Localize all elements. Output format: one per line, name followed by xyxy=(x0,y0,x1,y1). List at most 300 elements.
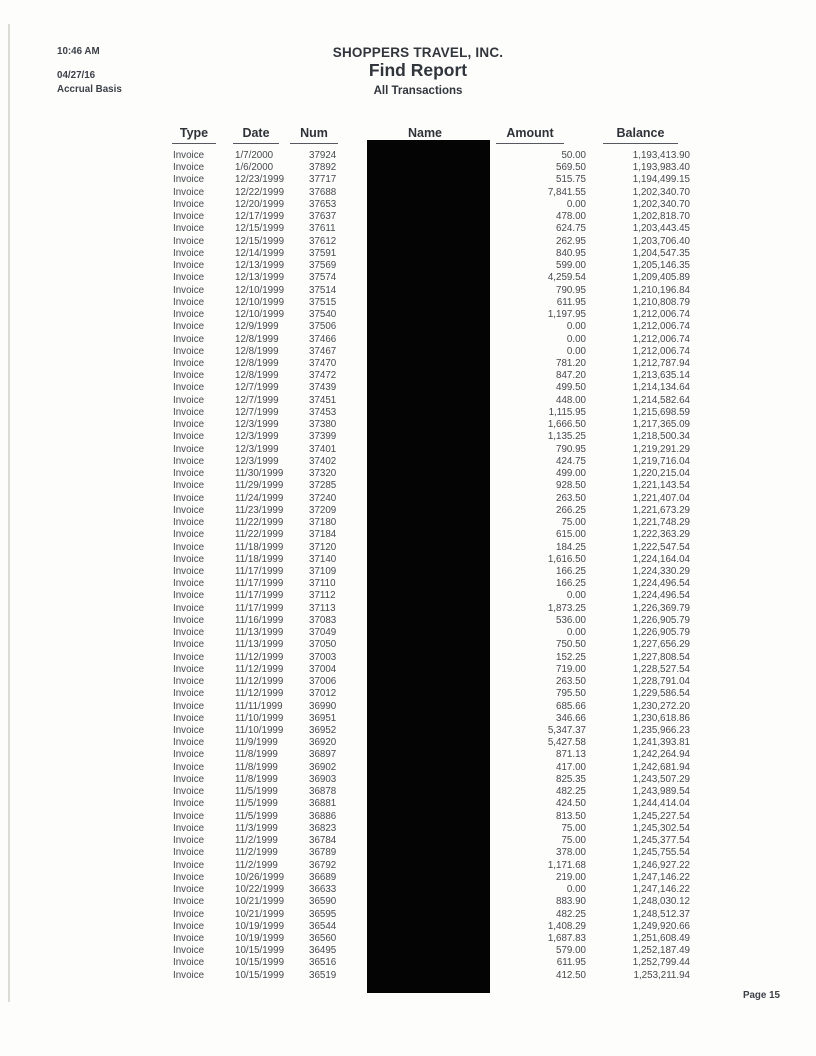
cell-balance: 1,221,407.04 xyxy=(632,492,690,504)
cell-type: Invoice xyxy=(173,847,205,859)
cell-num: 37113 xyxy=(309,602,336,614)
cell-num: 37540 xyxy=(309,309,337,321)
cell-num: 36544 xyxy=(309,920,337,932)
cell-date: 11/30/1999 xyxy=(235,468,284,480)
cell-balance: 1,226,905.79 xyxy=(632,627,690,639)
cell-balance: 1,214,134.64 xyxy=(632,382,690,394)
cell-amount: 1,197.95 xyxy=(547,309,586,321)
cell-date: 11/8/1999 xyxy=(235,749,278,761)
cell-balance: 1,245,302.54 xyxy=(632,822,690,834)
cell-date: 12/3/1999 xyxy=(235,455,279,467)
cell-amount: 1,616.50 xyxy=(547,553,586,565)
cell-num: 36595 xyxy=(309,908,337,920)
cell-type: Invoice xyxy=(173,419,205,431)
cell-num: 36903 xyxy=(309,773,337,785)
cell-date: 12/7/1999 xyxy=(235,382,279,394)
cell-type: Invoice xyxy=(173,247,205,259)
cell-date: 11/17/1999 xyxy=(235,565,284,577)
cell-type: Invoice xyxy=(173,590,205,602)
cell-num: 37120 xyxy=(309,541,337,553)
cell-type: Invoice xyxy=(173,737,205,749)
cell-type: Invoice xyxy=(173,578,205,590)
cell-type: Invoice xyxy=(173,284,205,296)
cell-balance: 1,212,006.74 xyxy=(632,309,690,321)
cell-amount: 5,427.58 xyxy=(547,737,586,749)
cell-date: 12/17/1999 xyxy=(235,211,285,223)
cell-amount: 448.00 xyxy=(556,394,586,406)
cell-type: Invoice xyxy=(173,945,205,957)
cell-amount: 262.95 xyxy=(556,235,586,247)
cell-type: Invoice xyxy=(173,639,205,651)
cell-amount: 928.50 xyxy=(556,480,586,492)
cell-amount: 781.20 xyxy=(556,357,586,369)
cell-type: Invoice xyxy=(173,333,205,345)
cell-amount: 790.95 xyxy=(556,284,586,296)
cell-type: Invoice xyxy=(173,321,205,333)
cell-type: Invoice xyxy=(173,296,205,308)
cell-type: Invoice xyxy=(173,223,205,235)
cell-date: 1/7/2000 xyxy=(235,150,274,161)
cell-date: 11/22/1999 xyxy=(235,529,284,541)
cell-num: 37380 xyxy=(309,419,337,431)
cell-balance: 1,202,340.70 xyxy=(632,186,690,198)
cell-amount: 1,408.29 xyxy=(547,920,586,932)
cell-type: Invoice xyxy=(173,431,205,443)
cell-num: 36952 xyxy=(309,725,337,737)
cell-balance: 1,212,006.74 xyxy=(632,333,690,345)
cell-date: 12/13/1999 xyxy=(235,272,285,284)
cell-date: 11/13/1999 xyxy=(235,627,284,639)
column-header-name: Name xyxy=(407,126,443,140)
cell-num: 37209 xyxy=(309,504,337,516)
cell-num: 37892 xyxy=(309,162,337,174)
cell-type: Invoice xyxy=(173,260,205,272)
cell-date: 1/6/2000 xyxy=(235,162,274,174)
cell-type: Invoice xyxy=(173,798,205,810)
cell-num: 37506 xyxy=(309,321,337,333)
cell-type: Invoice xyxy=(173,492,205,504)
cell-num: 37110 xyxy=(309,578,336,590)
cell-amount: 263.50 xyxy=(556,676,586,688)
cell-type: Invoice xyxy=(173,553,205,565)
cell-amount: 1,873.25 xyxy=(547,602,586,614)
cell-amount: 482.25 xyxy=(556,908,586,920)
cell-num: 37569 xyxy=(309,260,337,272)
cell-date: 11/10/1999 xyxy=(235,712,284,724)
cell-balance: 1,202,818.70 xyxy=(632,211,690,223)
cell-amount: 166.25 xyxy=(556,578,586,590)
cell-num: 37003 xyxy=(309,651,337,663)
cell-date: 11/17/1999 xyxy=(235,578,284,590)
cell-amount: 75.00 xyxy=(561,822,586,834)
cell-type: Invoice xyxy=(173,896,205,908)
cell-num: 37717 xyxy=(309,174,337,186)
cell-date: 12/10/1999 xyxy=(235,309,285,321)
cell-balance: 1,203,443.45 xyxy=(632,223,690,235)
cell-type: Invoice xyxy=(173,480,205,492)
cell-type: Invoice xyxy=(173,700,205,712)
cell-amount: 266.25 xyxy=(556,504,586,516)
column-header-amount: Amount xyxy=(496,126,564,144)
cell-type: Invoice xyxy=(173,272,205,284)
cell-amount: 813.50 xyxy=(556,810,586,822)
cell-amount: 499.00 xyxy=(556,468,586,480)
cell-date: 10/19/1999 xyxy=(235,920,285,932)
cell-type: Invoice xyxy=(173,468,205,480)
cell-date: 10/26/1999 xyxy=(235,871,285,883)
cell-amount: 0.00 xyxy=(566,345,586,357)
cell-date: 12/15/1999 xyxy=(235,235,285,247)
cell-num: 37140 xyxy=(309,553,337,565)
cell-balance: 1,205,146.35 xyxy=(632,260,690,272)
cell-balance: 1,220,215.04 xyxy=(632,468,690,480)
cell-num: 37109 xyxy=(309,565,337,577)
cell-amount: 840.95 xyxy=(556,247,586,259)
cell-balance: 1,245,227.54 xyxy=(632,810,690,822)
cell-balance: 1,194,499.15 xyxy=(632,174,690,186)
cell-amount: 825.35 xyxy=(556,773,586,785)
cell-date: 11/11/1999 xyxy=(235,700,283,712)
cell-type: Invoice xyxy=(173,614,205,626)
cell-num: 37451 xyxy=(309,394,337,406)
cell-date: 11/17/1999 xyxy=(235,602,284,614)
cell-type: Invoice xyxy=(173,162,205,174)
cell-amount: 0.00 xyxy=(566,198,586,210)
cell-amount: 536.00 xyxy=(556,614,586,626)
cell-type: Invoice xyxy=(173,529,205,541)
cell-type: Invoice xyxy=(173,174,205,186)
cell-num: 36516 xyxy=(309,957,337,969)
cell-type: Invoice xyxy=(173,835,205,847)
cell-date: 11/12/1999 xyxy=(235,688,284,700)
cell-balance: 1,247,146.22 xyxy=(632,884,690,896)
cell-num: 37399 xyxy=(309,431,337,443)
cell-type: Invoice xyxy=(173,370,205,382)
cell-num: 37453 xyxy=(309,406,337,418)
cell-num: 37083 xyxy=(309,614,337,626)
cell-date: 12/3/1999 xyxy=(235,431,279,443)
cell-balance: 1,193,413.90 xyxy=(632,150,690,161)
cell-amount: 1,687.83 xyxy=(547,933,586,944)
cell-amount: 478.00 xyxy=(556,211,586,223)
cell-num: 36881 xyxy=(309,798,337,810)
cell-type: Invoice xyxy=(173,602,205,614)
cell-balance: 1,226,905.79 xyxy=(632,614,690,626)
cell-amount: 795.50 xyxy=(556,688,586,700)
cell-num: 37466 xyxy=(309,333,337,345)
cell-date: 12/8/1999 xyxy=(235,357,279,369)
cell-num: 37470 xyxy=(309,357,337,369)
cell-type: Invoice xyxy=(173,749,205,761)
cell-amount: 166.25 xyxy=(556,565,586,577)
cell-balance: 1,226,369.79 xyxy=(632,602,690,614)
cell-date: 10/15/1999 xyxy=(235,969,285,981)
cell-type: Invoice xyxy=(173,871,205,883)
cell-type: Invoice xyxy=(173,712,205,724)
cell-amount: 871.13 xyxy=(556,749,586,761)
cell-balance: 1,224,496.54 xyxy=(632,578,690,590)
report-time: 10:46 AM xyxy=(57,46,100,57)
cell-num: 36784 xyxy=(309,835,337,847)
cell-date: 10/22/1999 xyxy=(235,884,285,896)
cell-type: Invoice xyxy=(173,235,205,247)
cell-type: Invoice xyxy=(173,198,205,210)
report-title: Find Report xyxy=(368,60,468,80)
cell-amount: 883.90 xyxy=(556,896,586,908)
cell-num: 36560 xyxy=(309,933,337,944)
cell-date: 12/10/1999 xyxy=(235,284,285,296)
cell-type: Invoice xyxy=(173,933,205,944)
cell-date: 10/15/1999 xyxy=(235,945,285,957)
cell-num: 37574 xyxy=(309,272,337,284)
cell-balance: 1,230,618.86 xyxy=(632,712,690,724)
cell-type: Invoice xyxy=(173,920,205,932)
cell-date: 11/5/1999 xyxy=(235,798,278,810)
cell-num: 36495 xyxy=(309,945,337,957)
cell-amount: 0.00 xyxy=(566,884,586,896)
cell-amount: 50.00 xyxy=(561,150,586,161)
cell-num: 37611 xyxy=(309,223,336,235)
cell-balance: 1,214,582.64 xyxy=(632,394,690,406)
cell-balance: 1,241,393.81 xyxy=(632,737,690,749)
cell-date: 11/18/1999 xyxy=(235,541,284,553)
cell-amount: 0.00 xyxy=(566,590,586,602)
cell-balance: 1,253,211.94 xyxy=(633,969,690,981)
cell-balance: 1,219,291.29 xyxy=(632,443,690,455)
cell-date: 12/9/1999 xyxy=(235,321,279,333)
cell-balance: 1,203,706.40 xyxy=(632,235,690,247)
cell-balance: 1,245,755.54 xyxy=(632,847,690,859)
cell-type: Invoice xyxy=(173,443,205,455)
cell-date: 12/13/1999 xyxy=(235,260,285,272)
cell-date: 11/17/1999 xyxy=(235,590,284,602)
cell-amount: 4,259.54 xyxy=(547,272,586,284)
cell-amount: 5,347.37 xyxy=(547,725,586,737)
cell-num: 36902 xyxy=(309,761,337,773)
cell-amount: 412.50 xyxy=(556,969,586,981)
cell-amount: 719.00 xyxy=(556,663,586,675)
cell-num: 37591 xyxy=(309,247,337,259)
cell-amount: 599.00 xyxy=(556,260,586,272)
cell-balance: 1,227,656.29 xyxy=(632,639,690,651)
cell-amount: 482.25 xyxy=(556,786,586,798)
cell-num: 37320 xyxy=(309,468,337,480)
cell-num: 37012 xyxy=(309,688,337,700)
column-header-num: Num xyxy=(290,126,338,144)
cell-type: Invoice xyxy=(173,786,205,798)
cell-balance: 1,227,808.54 xyxy=(632,651,690,663)
cell-amount: 0.00 xyxy=(566,321,586,333)
cell-date: 11/3/1999 xyxy=(235,822,278,834)
cell-amount: 579.00 xyxy=(556,945,586,957)
cell-balance: 1,217,365.09 xyxy=(632,419,690,431)
cell-balance: 1,202,340.70 xyxy=(632,198,690,210)
cell-num: 37402 xyxy=(309,455,337,467)
cell-amount: 569.50 xyxy=(556,162,586,174)
cell-amount: 219.00 xyxy=(556,871,586,883)
cell-type: Invoice xyxy=(173,822,205,834)
cell-balance: 1,251,608.49 xyxy=(632,933,690,944)
cell-num: 37184 xyxy=(309,529,337,541)
cell-num: 37472 xyxy=(309,370,337,382)
cell-num: 36878 xyxy=(309,786,337,798)
cell-amount: 1,115.95 xyxy=(548,406,586,418)
cell-type: Invoice xyxy=(173,150,205,161)
cell-date: 12/7/1999 xyxy=(235,406,279,418)
cell-date: 11/12/1999 xyxy=(235,676,284,688)
cell-type: Invoice xyxy=(173,211,205,223)
cell-num: 37050 xyxy=(309,639,337,651)
cell-num: 37240 xyxy=(309,492,337,504)
cell-num: 37180 xyxy=(309,517,337,529)
cell-balance: 1,204,547.35 xyxy=(632,247,690,259)
cell-num: 36590 xyxy=(309,896,337,908)
cell-balance: 1,248,030.12 xyxy=(632,896,690,908)
cell-balance: 1,212,006.74 xyxy=(632,321,690,333)
cell-date: 11/23/1999 xyxy=(235,504,284,516)
cell-num: 37924 xyxy=(309,150,337,161)
cell-balance: 1,221,673.29 xyxy=(632,504,690,516)
cell-date: 11/5/1999 xyxy=(235,810,278,822)
cell-amount: 611.95 xyxy=(556,957,586,969)
cell-num: 37515 xyxy=(309,296,337,308)
cell-balance: 1,228,527.54 xyxy=(632,663,690,675)
cell-amount: 417.00 xyxy=(556,761,586,773)
cell-date: 12/3/1999 xyxy=(235,443,279,455)
cell-num: 37401 xyxy=(309,443,337,455)
cell-date: 12/14/1999 xyxy=(235,247,285,259)
cell-num: 36792 xyxy=(309,859,337,871)
cell-type: Invoice xyxy=(173,761,205,773)
cell-balance: 1,209,405.89 xyxy=(632,272,690,284)
cell-type: Invoice xyxy=(173,884,205,896)
cell-amount: 750.50 xyxy=(556,639,586,651)
cell-balance: 1,247,146.22 xyxy=(632,871,690,883)
cell-balance: 1,215,698.59 xyxy=(632,406,690,418)
report-date: 04/27/16 xyxy=(57,70,96,81)
cell-balance: 1,252,187.49 xyxy=(632,945,690,957)
cell-num: 37637 xyxy=(309,211,337,223)
cell-type: Invoice xyxy=(173,565,205,577)
cell-date: 11/2/1999 xyxy=(235,847,278,859)
cell-num: 36920 xyxy=(309,737,337,749)
cell-balance: 1,212,787.94 xyxy=(632,357,690,369)
cell-type: Invoice xyxy=(173,455,205,467)
cell-type: Invoice xyxy=(173,345,205,357)
page-number: Page 15 xyxy=(742,990,780,1001)
cell-balance: 1,213,635.14 xyxy=(632,370,690,382)
cell-balance: 1,222,547.54 xyxy=(632,541,690,553)
cell-balance: 1,221,143.54 xyxy=(632,480,690,492)
cell-balance: 1,222,363.29 xyxy=(632,529,690,541)
cell-num: 36897 xyxy=(309,749,337,761)
company-name: SHOPPERS TRAVEL, INC. xyxy=(332,45,504,60)
cell-date: 10/21/1999 xyxy=(235,896,285,908)
cell-date: 11/10/1999 xyxy=(235,725,284,737)
cell-date: 12/8/1999 xyxy=(235,370,279,382)
cell-type: Invoice xyxy=(173,186,205,198)
cell-amount: 1,666.50 xyxy=(547,419,586,431)
cell-balance: 1,230,272.20 xyxy=(632,700,690,712)
cell-date: 12/20/1999 xyxy=(235,198,285,210)
cell-amount: 75.00 xyxy=(561,517,586,529)
cell-amount: 424.75 xyxy=(556,455,586,467)
cell-balance: 1,244,414.04 xyxy=(632,798,690,810)
cell-amount: 624.75 xyxy=(556,223,586,235)
cell-type: Invoice xyxy=(173,663,205,675)
cell-type: Invoice xyxy=(173,541,205,553)
cell-num: 37653 xyxy=(309,198,337,210)
cell-num: 37688 xyxy=(309,186,337,198)
cell-date: 11/22/1999 xyxy=(235,517,284,529)
cell-type: Invoice xyxy=(173,382,205,394)
cell-amount: 499.50 xyxy=(556,382,586,394)
cell-amount: 7,841.55 xyxy=(547,186,586,198)
cell-type: Invoice xyxy=(173,859,205,871)
cell-balance: 1,224,164.04 xyxy=(632,553,690,565)
cell-date: 11/18/1999 xyxy=(235,553,284,565)
cell-date: 11/2/1999 xyxy=(235,859,278,871)
cell-balance: 1,242,681.94 xyxy=(632,761,690,773)
cell-num: 37112 xyxy=(309,590,336,602)
cell-num: 37004 xyxy=(309,663,337,675)
cell-type: Invoice xyxy=(173,627,205,639)
report-subtitle: All Transactions xyxy=(373,85,463,97)
cell-type: Invoice xyxy=(173,908,205,920)
cell-date: 10/21/1999 xyxy=(235,908,285,920)
cell-date: 11/16/1999 xyxy=(235,614,284,626)
cell-num: 36823 xyxy=(309,822,337,834)
cell-num: 36990 xyxy=(309,700,337,712)
cell-num: 37467 xyxy=(309,345,337,357)
cell-num: 36951 xyxy=(309,712,337,724)
cell-num: 36519 xyxy=(309,969,337,981)
cell-num: 36886 xyxy=(309,810,337,822)
cell-type: Invoice xyxy=(173,810,205,822)
cell-date: 10/15/1999 xyxy=(235,957,285,969)
cell-amount: 378.00 xyxy=(556,847,586,859)
cell-date: 12/10/1999 xyxy=(235,296,285,308)
cell-balance: 1,212,006.74 xyxy=(632,345,690,357)
cell-type: Invoice xyxy=(173,517,205,529)
cell-date: 11/24/1999 xyxy=(235,492,284,504)
cell-type: Invoice xyxy=(173,309,205,321)
cell-date: 12/8/1999 xyxy=(235,333,279,345)
cell-date: 12/8/1999 xyxy=(235,345,279,357)
cell-num: 36689 xyxy=(309,871,337,883)
cell-num: 37006 xyxy=(309,676,337,688)
cell-balance: 1,218,500.34 xyxy=(632,431,690,443)
cell-num: 37285 xyxy=(309,480,337,492)
cell-num: 37049 xyxy=(309,627,337,639)
cell-date: 11/2/1999 xyxy=(235,835,278,847)
cell-type: Invoice xyxy=(173,969,205,981)
cell-balance: 1,243,507.29 xyxy=(632,773,690,785)
cell-type: Invoice xyxy=(173,773,205,785)
cell-amount: 1,135.25 xyxy=(547,431,586,443)
cell-balance: 1,243,989.54 xyxy=(632,786,690,798)
cell-date: 11/12/1999 xyxy=(235,663,284,675)
cell-type: Invoice xyxy=(173,394,205,406)
cell-balance: 1,235,966.23 xyxy=(632,725,690,737)
cell-balance: 1,242,264.94 xyxy=(632,749,690,761)
cell-date: 11/8/1999 xyxy=(235,773,278,785)
cell-balance: 1,221,748.29 xyxy=(632,517,690,529)
cell-balance: 1,252,799.44 xyxy=(632,957,690,969)
cell-date: 11/13/1999 xyxy=(235,639,284,651)
column-header-balance: Balance xyxy=(603,126,678,144)
cell-balance: 1,210,808.79 xyxy=(632,296,690,308)
